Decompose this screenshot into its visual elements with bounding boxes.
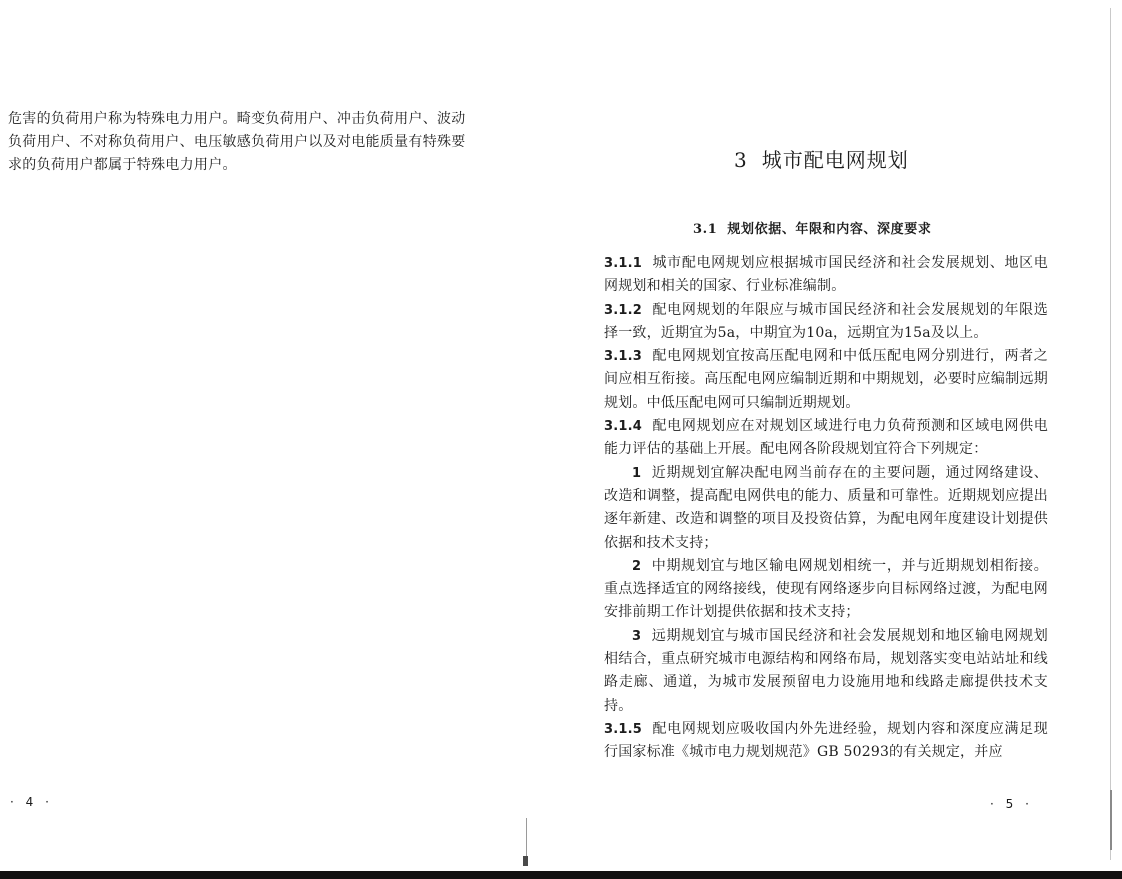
clause-number: 3.1.1 <box>604 256 643 271</box>
section-title <box>693 218 931 237</box>
right-page <box>528 0 1122 870</box>
clause-text: 配电网规划应吸收国内外先进经验，规划内容和深度应满足现行国家标准《城市电力规划规范》GB 50293的有关规定，并应 <box>604 720 1048 761</box>
clause-number: 3.1.5 <box>604 721 643 737</box>
clause-text: 城市配电网规划应根据城市国民经济和社会发展规划、地区电网规划和相关的国家、行业标准编制。 <box>604 255 1048 295</box>
section-title-text: 规划依据、年限和内容、深度要求 <box>727 222 932 237</box>
page-edge-line <box>1110 8 1111 860</box>
left-page <box>0 0 520 870</box>
clause-3-1-3 <box>604 345 1048 415</box>
item-text: 远期规划宜与城市国民经济和社会发展规划和地区输电网规划相结合，重点研究城市电源结构和网络布局，规划落实变电站站址和线路走廊、通道，为城市发展预留电力设施用地和线路走廊提供技术支持。 <box>604 627 1048 714</box>
list-item-1 <box>604 462 1048 555</box>
page-edge-shadow <box>1110 790 1112 850</box>
clause-text: 配电网规划宜按高压配电网和中低压配电网分别进行，两者之间应相互衔接。高压配电网应编制近期和中期规划，必要时应编制远期规划。中低压配电网可只编制近期规划。 <box>604 348 1048 411</box>
section-body <box>604 252 1048 765</box>
list-item-2 <box>604 555 1048 625</box>
item-text: 中期规划宜与地区输电网规划相统一，并与近期规划相衔接。重点选择适宜的网络接线，使现有网络逐步向目标网络过渡，为配电网安排前期工作计划提供依据和技术支持； <box>604 557 1048 621</box>
clause-text: 配电网规划的年限应与城市国民经济和社会发展规划的年限选择一致，近期宜为5a，中期宜为10a，远期宜为15a及以上。 <box>604 301 1048 341</box>
item-number: 2 <box>632 558 642 574</box>
clause-text: 配电网规划应在对规划区域进行电力负荷预测和区域电网供电能力评估的基础上开展。配电网各阶段规划宜符合下列规定： <box>604 418 1048 458</box>
chapter-number: 3 <box>734 148 748 172</box>
chapter-title <box>734 144 909 173</box>
left-page-paragraph: 危害的负荷用户称为特殊电力用户。畸变负荷用户、冲击负荷用户、波动负荷用户、不对称负荷用户、电压敏感负荷用户以及对电能质量有特殊要求的负荷用户都属于特殊电力用户。 <box>8 111 466 173</box>
left-page-number: · 4 · <box>10 795 53 809</box>
section-number: 3.1 <box>693 222 718 237</box>
clause-3-1-5 <box>604 718 1048 765</box>
item-text: 近期规划宜解决配电网当前存在的主要问题，通过网络建设、改造和调整，提高配电网供电的能力、质量和可靠性。近期规划应提出逐年新建、改造和调整的项目及投资估算，为配电网年度建设计划提供依据和技术支持； <box>604 464 1048 551</box>
clause-number: 3.1.4 <box>604 419 643 435</box>
right-page-number: · 5 · <box>990 797 1033 811</box>
item-number: 1 <box>632 465 642 481</box>
item-number: 3 <box>632 628 642 644</box>
clause-3-1-2 <box>604 299 1048 346</box>
scan-bottom-border <box>0 871 1122 879</box>
gutter-line <box>526 818 527 858</box>
clause-3-1-4 <box>604 415 1048 462</box>
list-item-3 <box>604 625 1048 718</box>
clause-3-1-1 <box>604 252 1048 299</box>
chapter-title-text: 城市配电网规划 <box>761 148 909 172</box>
clause-number: 3.1.2 <box>604 302 643 318</box>
clause-number: 3.1.3 <box>604 349 643 365</box>
